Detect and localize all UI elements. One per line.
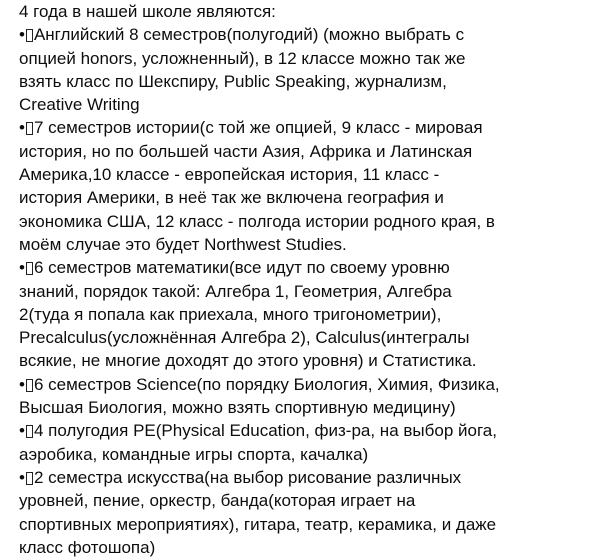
list-item-text: Высшая Биология, можно взять спортивную медицину) xyxy=(19,398,456,418)
list-item-text: 6 семестров математики(все идут по своему уровню xyxy=(33,258,450,278)
list-item-text: знаний, порядок такой: Алгебра 1, Геометрия, Алгебра xyxy=(19,281,452,301)
missing-glyph-icon xyxy=(26,29,33,42)
list-item-english xyxy=(19,23,600,116)
list-item-text: экономика США, 12 класс - полгода истории родного края, в xyxy=(19,211,495,231)
list-item-text: Precalculus(усложнённая Алгебра 2), Calculus(интегралы xyxy=(19,328,470,348)
list-item-text: 2(туда я попала как приехала, много тригонометрии), xyxy=(19,304,442,324)
list-item-text: 7 семестров истории(с той же опцией, 9 класс - мировая xyxy=(33,118,483,138)
list-item-text: Америка,10 классе - европейская история, 11 класс - xyxy=(19,165,440,185)
bullet-icon: • xyxy=(19,374,25,394)
list-item-art xyxy=(19,466,600,559)
list-item-history xyxy=(19,116,600,256)
list-item-line xyxy=(19,419,600,442)
list-item-text: история, но по большей части Азия, Африка и Латинская xyxy=(19,141,473,161)
list-item-text: взять класс по Шекспиру, Public Speaking, журнализм, xyxy=(19,71,447,91)
list-item-line xyxy=(19,373,600,396)
list-item-text: опцией honors, усложненный), в 12 классе можно так же xyxy=(19,48,466,68)
missing-glyph-icon xyxy=(26,425,33,438)
bullet-icon: • xyxy=(19,258,25,278)
list-item-text: уровней, пение, оркестр, банда(которая играет на xyxy=(19,491,416,511)
list-item-science xyxy=(19,373,600,420)
list-item-pe xyxy=(19,419,600,466)
list-item-text: 4 полугодия PE(Physical Education, физ-ра, на выбор йога, xyxy=(33,421,497,441)
missing-glyph-icon xyxy=(26,122,33,135)
list-item-line xyxy=(19,466,600,489)
list-item-text: аэробика, командные игры спорта, качалка) xyxy=(19,444,369,464)
missing-glyph-icon xyxy=(26,472,33,485)
list-item-text: всякие, не многие доходят до этого уровня) и Статистика. xyxy=(19,351,477,371)
page-heading: 4 года в нашей школе являются: xyxy=(19,2,276,21)
list-item-line xyxy=(19,256,600,279)
bullet-icon: • xyxy=(19,421,25,441)
bullet-icon: • xyxy=(19,467,25,487)
list-item-text: спортивных мероприятиях), гитара, театр, керамика, и даже xyxy=(19,514,497,534)
list-item-text: моём случае это будет Northwest Studies. xyxy=(19,234,347,254)
list-item-text: 6 семестров Science(по порядку Биология, Химия, Физика, xyxy=(33,374,500,394)
list-item-text: 2 семестра искусства(на выбор рисование различных xyxy=(33,467,462,487)
list-item-text: Английский 8 семестров(полугодий) (можно выбрать с xyxy=(33,25,465,45)
list-item-text: класс фотошопа) xyxy=(19,537,156,557)
list-item-text: история Америки, в неё так же включена география и xyxy=(19,188,444,208)
missing-glyph-icon xyxy=(26,379,33,392)
bullet-icon: • xyxy=(19,118,25,138)
list-item-math xyxy=(19,256,600,372)
missing-glyph-icon xyxy=(26,262,33,275)
list-item-line xyxy=(19,116,600,139)
list-item-line xyxy=(19,23,600,46)
list-item-text: Creative Writing xyxy=(19,95,140,115)
bullet-icon: • xyxy=(19,25,25,45)
